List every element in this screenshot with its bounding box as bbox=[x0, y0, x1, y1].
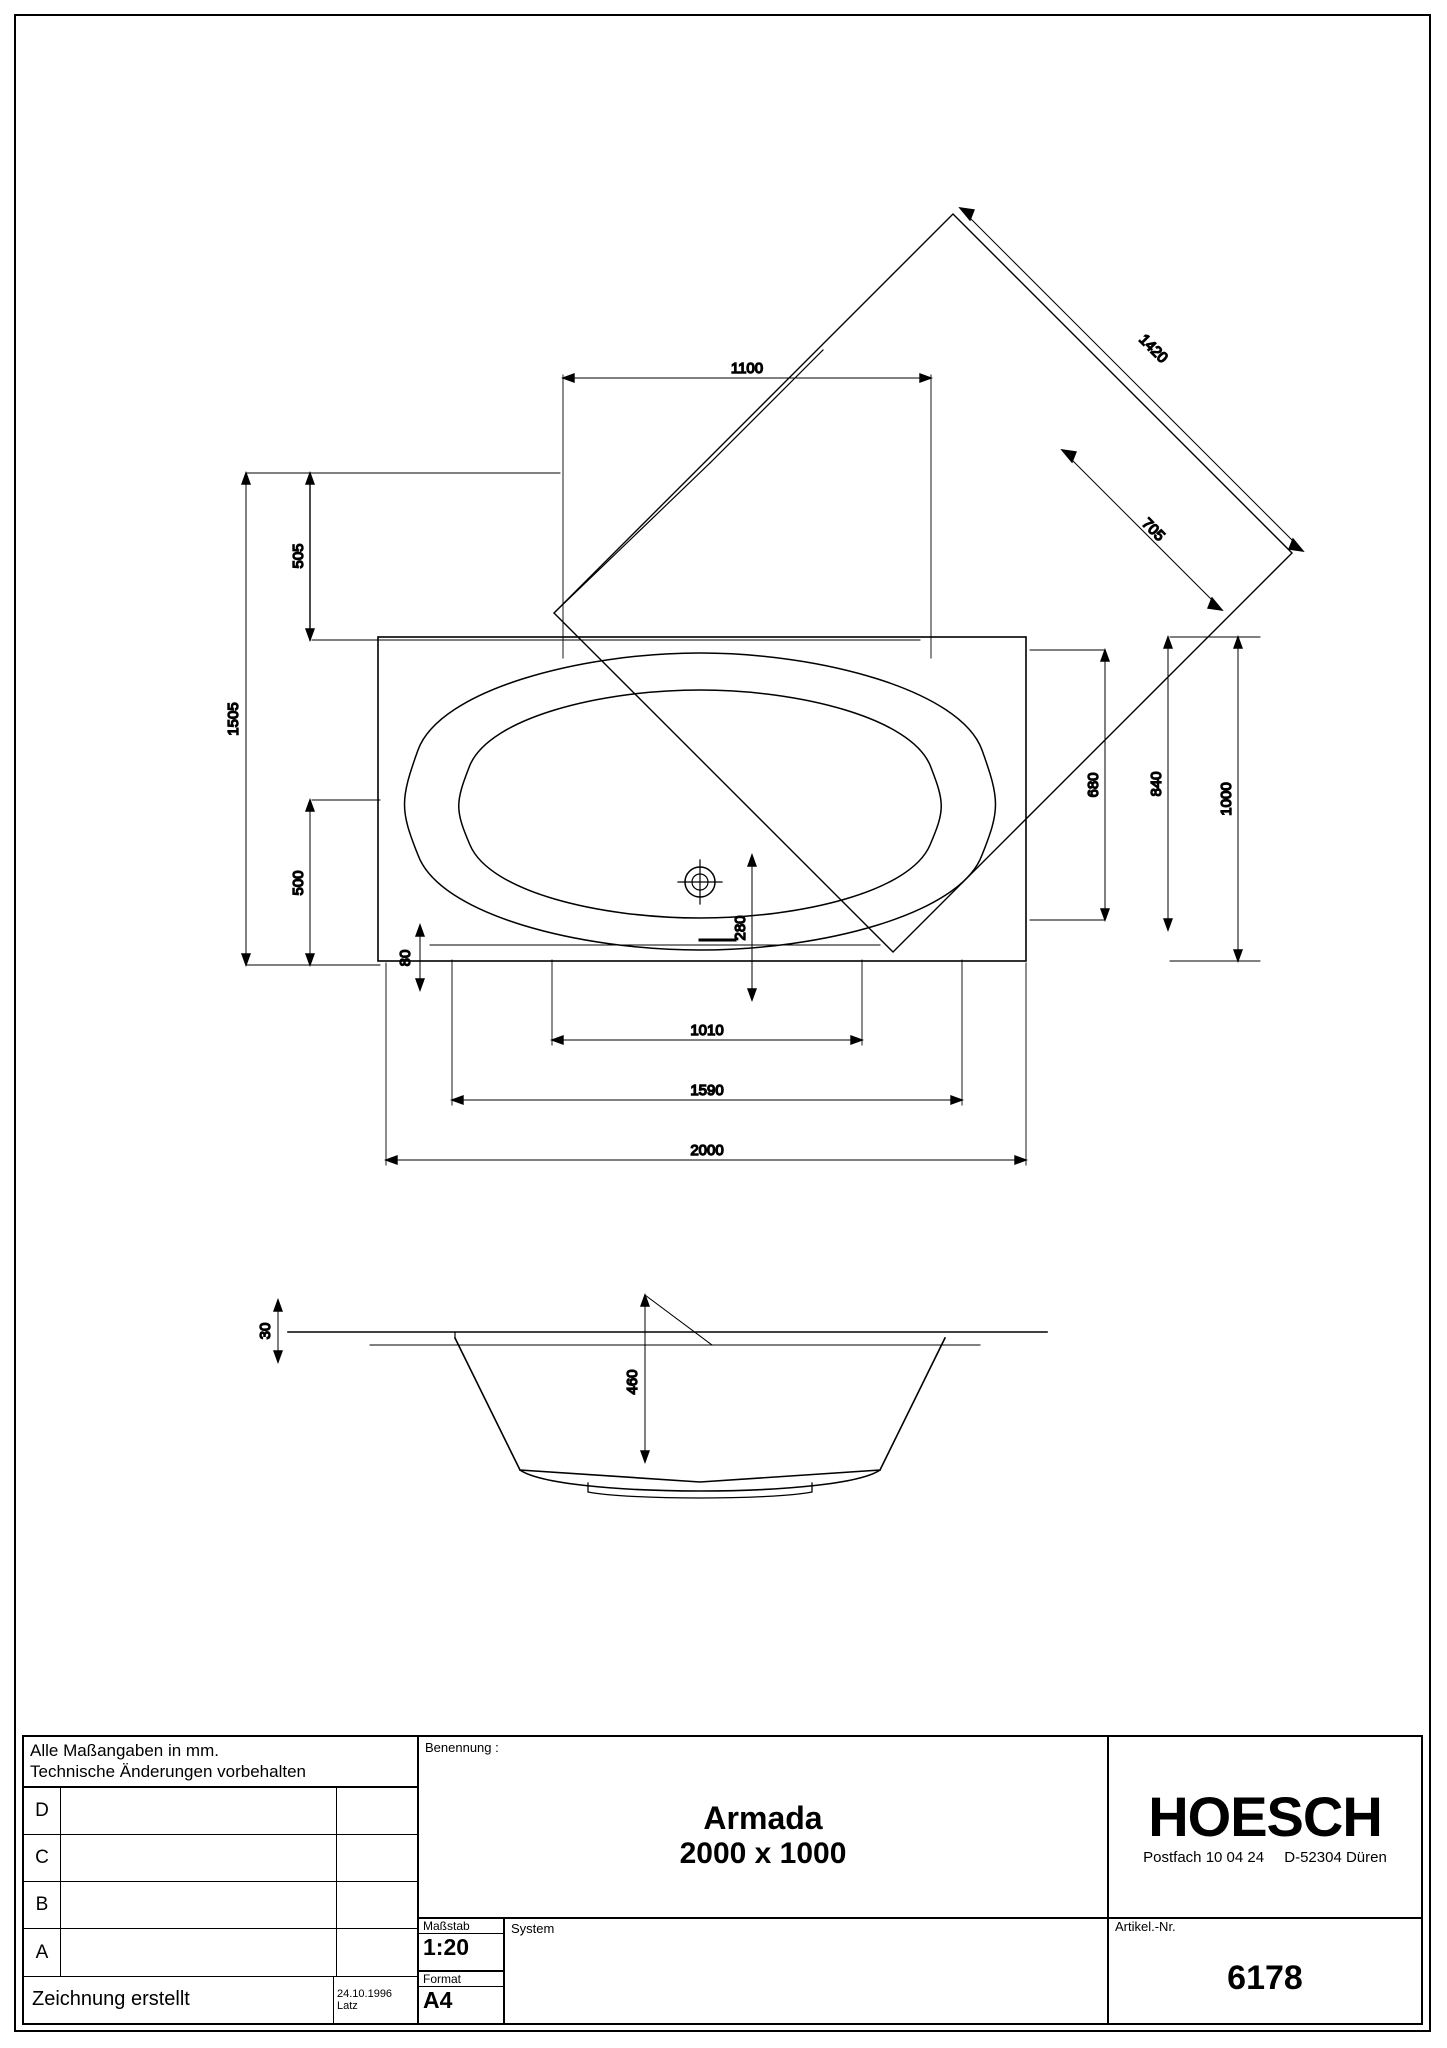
svg-text:280: 280 bbox=[732, 915, 749, 941]
drawing-created-date: 24.10.1996 bbox=[337, 1987, 393, 2000]
revision-description bbox=[61, 1788, 337, 1834]
revision-date bbox=[337, 1835, 417, 1881]
svg-text:705: 705 bbox=[1138, 514, 1169, 545]
benennung-label: Benennung : bbox=[425, 1740, 499, 1755]
revision-description bbox=[61, 1929, 337, 1975]
revision-row bbox=[24, 1882, 417, 1929]
revision-description bbox=[61, 1835, 337, 1881]
svg-text:680: 680 bbox=[1085, 772, 1102, 798]
title-block bbox=[22, 1735, 1423, 2025]
revision-table bbox=[24, 1788, 417, 2024]
revision-letter: C bbox=[24, 1835, 61, 1881]
scale-value: 1:20 bbox=[419, 1934, 503, 1972]
units-note-line2: Technische Änderungen vorbehalten bbox=[24, 1761, 417, 1787]
revision-row bbox=[24, 1788, 417, 1835]
drawing-created-row bbox=[24, 1977, 417, 2023]
svg-text:1590: 1590 bbox=[690, 1082, 724, 1099]
drawing-created-by: Latz bbox=[337, 1999, 358, 2012]
scale-format-column bbox=[419, 1919, 505, 2023]
svg-text:2000: 2000 bbox=[690, 1142, 724, 1159]
scale-format-row bbox=[419, 1919, 1107, 2023]
drawing-created-label: Zeichnung erstellt bbox=[24, 1977, 334, 2023]
brand-address-left: Postfach 10 04 24 bbox=[1143, 1848, 1265, 1866]
format-value: A4 bbox=[423, 1987, 453, 2013]
brand-logo bbox=[1109, 1737, 1421, 1919]
product-name-box bbox=[419, 1755, 1107, 1919]
brand-address-right: D-52304 Düren bbox=[1284, 1848, 1387, 1866]
system-label: System bbox=[511, 1921, 555, 1936]
article-box bbox=[1109, 1919, 1421, 2023]
svg-text:500: 500 bbox=[290, 870, 307, 896]
svg-text:1000: 1000 bbox=[1218, 782, 1235, 816]
product-title: Armada bbox=[703, 1800, 823, 1837]
svg-text:505: 505 bbox=[290, 543, 307, 569]
revision-date bbox=[337, 1788, 417, 1834]
product-size: 2000 x 1000 bbox=[679, 1837, 847, 1871]
revision-letter: D bbox=[24, 1788, 61, 1834]
revision-row bbox=[24, 1929, 417, 1976]
brand-address bbox=[1135, 1849, 1395, 1866]
article-label: Artikel.-Nr. bbox=[1115, 1919, 1176, 1934]
svg-text:1505: 1505 bbox=[225, 702, 242, 736]
title-block-middle bbox=[419, 1737, 1109, 2023]
format-label: Format bbox=[419, 1972, 503, 1987]
article-number: 6178 bbox=[1227, 1959, 1303, 1997]
svg-text:1100: 1100 bbox=[730, 360, 764, 377]
svg-text:1010: 1010 bbox=[690, 1022, 724, 1039]
drawing-created-meta bbox=[334, 1977, 417, 2023]
svg-text:30: 30 bbox=[257, 1322, 274, 1340]
svg-text:1420: 1420 bbox=[1135, 331, 1171, 367]
title-block-right bbox=[1109, 1737, 1421, 2023]
brand-name: HOESCH bbox=[1148, 1784, 1382, 1848]
revision-description bbox=[61, 1882, 337, 1928]
title-block-left bbox=[24, 1737, 419, 2023]
scale-label: Maßstab bbox=[419, 1919, 503, 1934]
revision-row bbox=[24, 1835, 417, 1882]
units-note-line1: Alle Maßangaben in mm. bbox=[30, 1741, 219, 1760]
svg-text:460: 460 bbox=[624, 1369, 641, 1395]
svg-text:840: 840 bbox=[1148, 771, 1165, 797]
revision-date bbox=[337, 1882, 417, 1928]
revision-letter: A bbox=[24, 1929, 61, 1975]
svg-text:80: 80 bbox=[397, 949, 414, 967]
revision-letter: B bbox=[24, 1882, 61, 1928]
revision-date bbox=[337, 1929, 417, 1975]
